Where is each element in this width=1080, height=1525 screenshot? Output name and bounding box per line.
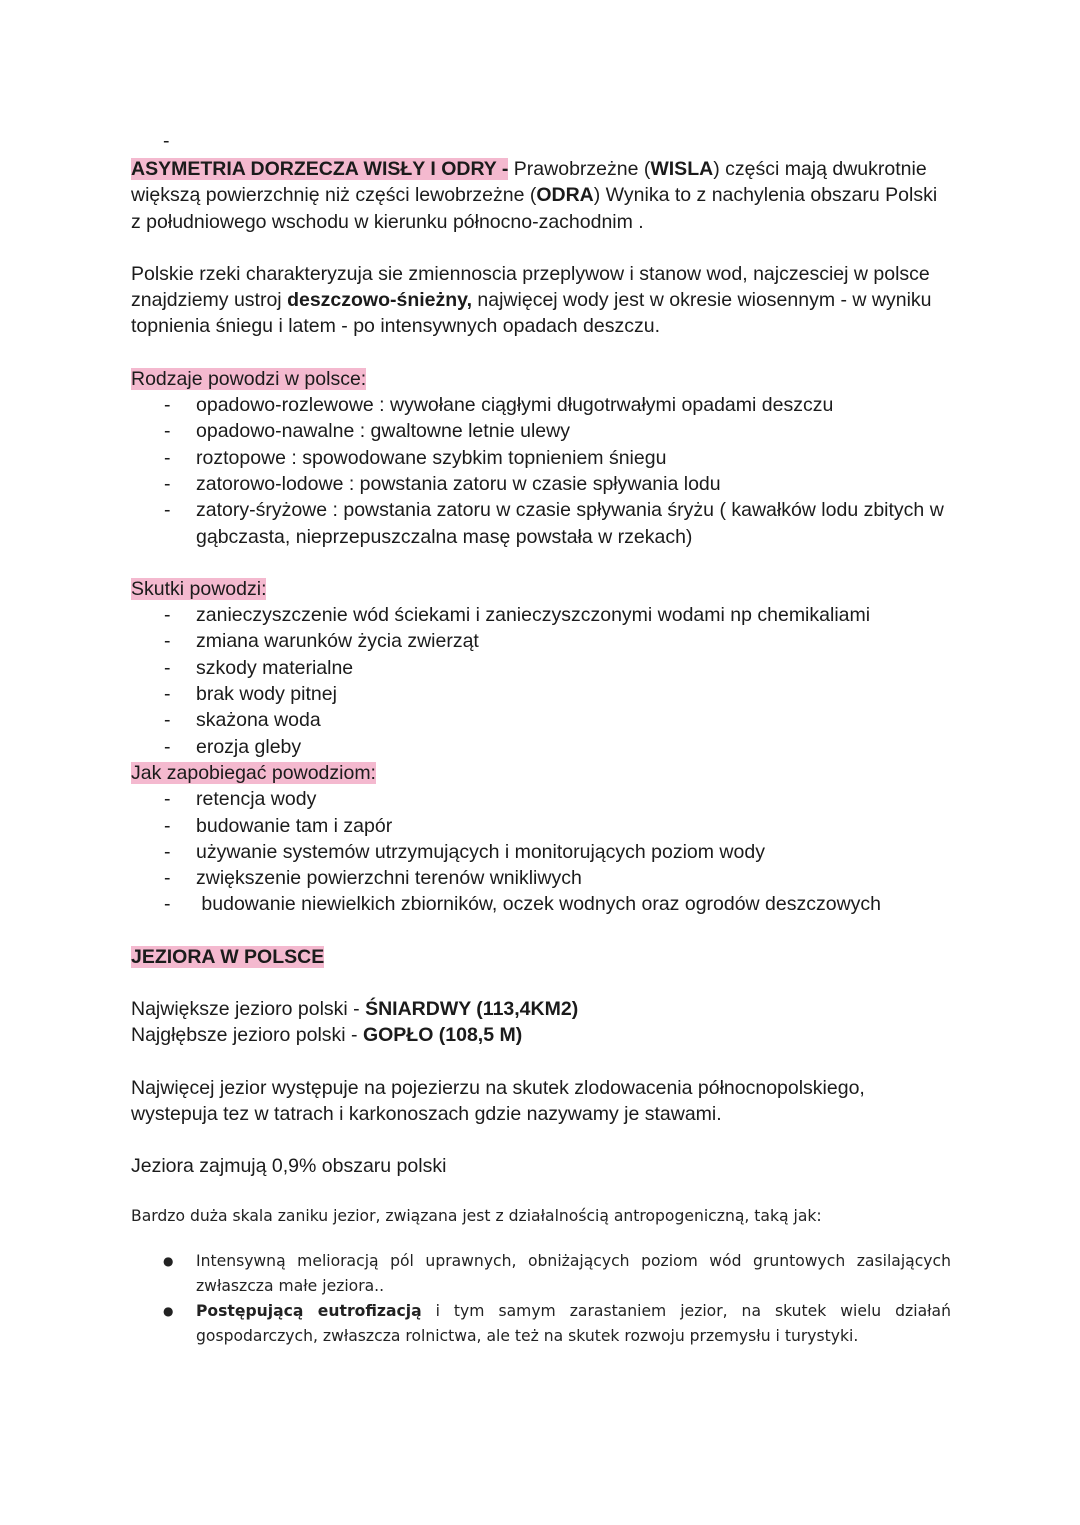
wisla-term: WISLA [650,158,714,180]
list-item: - zwiększenie powierzchni terenów wnikliwych [131,865,951,891]
list-item: - roztopowe : spowodowane szybkim topnieniem śniegu [131,445,951,471]
list-item: - skażona woda [131,707,951,733]
list-item: - zmiana warunków życia zwierząt [131,628,951,654]
list-item: - opadowo-nawalne : gwaltowne letnie ulewy [131,418,951,444]
list-item: - zatorowo-lodowe : powstania zatoru w czasie spływania lodu [131,471,951,497]
list-item: - zatory-śryżowe : powstania zatoru w czasie spływania śryżu ( kawałków lodu zbitych w gąbczasta, nieprzepuszczalna masę powstała w rzekach) [131,497,951,550]
list-item: - budowanie tam i zapór [131,813,951,839]
lakes-decline-intro: Bardzo duża skala zaniku jezior, związana jest z działalnością antropogeniczną, taką jak: [131,1206,822,1225]
flood-prevention-list [131,786,951,917]
lakes-share: Jeziora zajmują 0,9% obszaru polski [131,1155,447,1178]
flood-types-heading: Rodzaje powodzi w polsce: [131,367,367,390]
odra-term: ODRA [536,184,594,207]
flood-prevention-heading: Jak zapobiegać powodziom: [131,761,376,784]
deepest-lake: Najgłębsze jezioro polski - GOPŁO (108,5 M) [131,1024,523,1047]
stray-dash: - [163,130,170,152]
lakes-heading: JEZIORA W POLSCE [131,945,325,968]
asymmetry-paragraph: ASYMETRIA DORZECZA WISŁY I ODRY - Prawobrzeżne (WISLA) części mają dwukrotnie większą powierzchnię niż części lewobrzeżne (ODRA) Wynika to z nachylenia obszaru Polski z południowego wschodu w kierunku północno-zachodnim . [131,158,938,233]
list-item: ● Postępującą eutrofizacją i tym samym zarastaniem jezior, na skutek wielu działań gospodarczych, zwłaszcza rolnictwa, ale też na skutek rozwoju przemysłu i turystyki. [131,1299,951,1349]
asymmetry-heading: ASYMETRIA DORZECZA WISŁY I ODRY - [131,158,509,180]
list-item: - szkody materialne [131,655,951,681]
lakes-occurrence: Najwięcej jezior występuje na pojezierzu na skutek zlodowacenia północnopolskiego, wystepuja tez w tatrach i karkonoszach gdzie nazywamy je stawami. [131,1076,865,1125]
flood-types-list [131,392,951,550]
document-body [131,156,951,1349]
list-item: - opadowo-rozlewowe : wywołane ciągłymi długotrwałymi opadami deszczu [131,392,951,418]
flood-effects-heading: Skutki powodzi: [131,577,267,600]
list-item: - retencja wody [131,786,951,812]
list-item: ● Intensywną melioracją pól uprawnych, obniżających poziom wód gruntowych zasilających zwłaszcza małe jeziora.. [131,1249,951,1299]
river-regime-paragraph: Polskie rzeki charakteryzuja sie zmiennoscia przeplywow i stanow wod, najczesciej w polsce znajdziemy ustroj deszczowo-śnieżny, najwięcej wody jest w okresie wiosennym - w wyniku topnienia śniegu i latem - po intensywnych opadach deszczu. [131,262,932,338]
flood-effects-list [131,602,951,760]
list-item: - brak wody pitnej [131,681,951,707]
largest-lake: Największe jezioro polski - ŚNIARDWY (113,4KM2) [131,998,579,1021]
list-item: - erozja gleby [131,734,951,760]
regime-term: deszczowo-śnieżny, [287,289,472,312]
lakes-decline-list [131,1249,951,1349]
list-item: - budowanie niewielkich zbiorników, oczek wodnych oraz ogrodów deszczowych [131,891,951,917]
list-item: - używanie systemów utrzymujących i monitorujących poziom wody [131,839,951,865]
list-item: - zanieczyszczenie wód ściekami i zanieczyszczonymi wodami np chemikaliami [131,602,951,628]
